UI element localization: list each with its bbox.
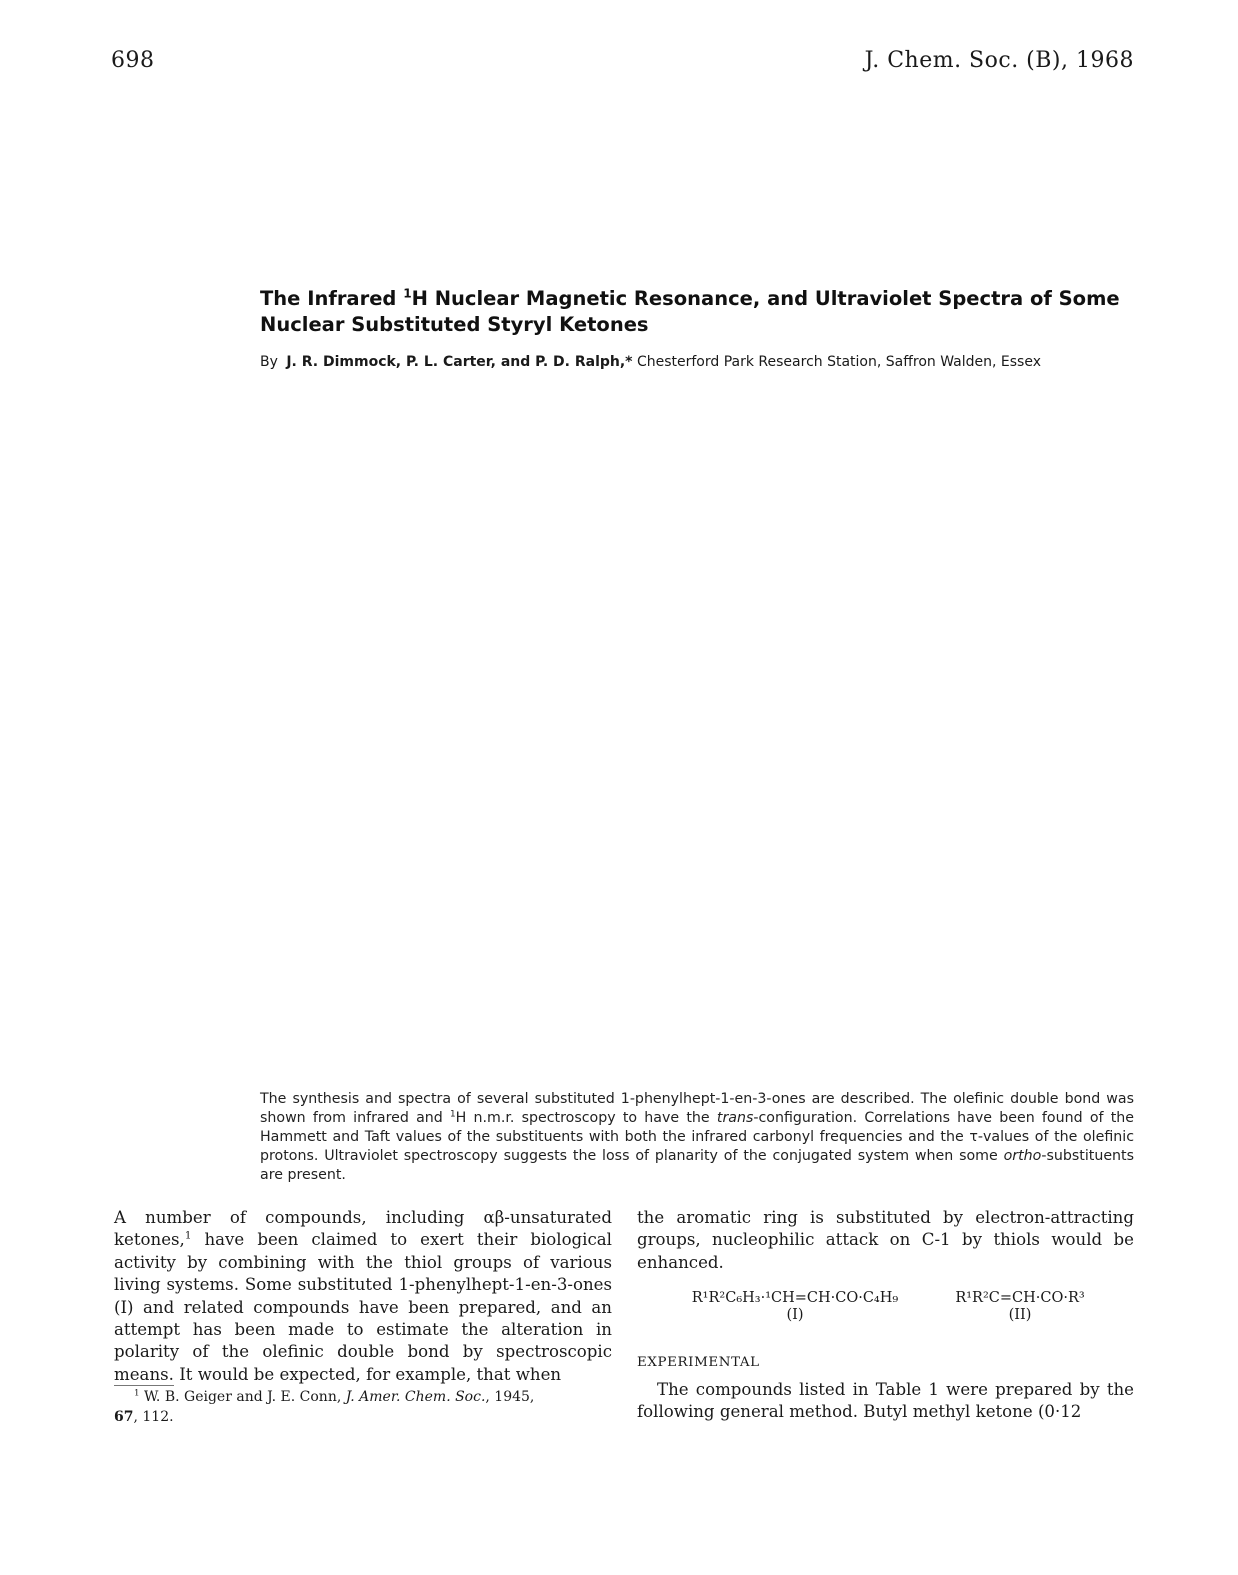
experimental-paragraph: The compounds listed in Table 1 were prepared by the following general method. Butyl methyl ketone (0·12	[637, 1380, 1134, 1422]
body-right-column	[637, 1207, 1134, 1274]
byline	[260, 352, 1135, 372]
formula-i-label: (I)	[786, 1307, 804, 1323]
footnote	[114, 1387, 612, 1427]
body-right-text-1: the aromatic ring is substituted by electron-attracting groups, nucleophilic attack on C-1 by thiols would be enhanced.	[637, 1208, 1134, 1272]
abstract-italic-trans: trans	[716, 1110, 754, 1126]
body-left-text-1: A number of compounds, including αβ-unsaturated ketones,	[114, 1208, 612, 1250]
footnote-journal: J. Amer. Chem. Soc.	[345, 1389, 486, 1405]
formula-i	[650, 1290, 940, 1323]
title-part-1: The Infrared	[260, 287, 404, 310]
formula-ii	[930, 1290, 1110, 1323]
body-left-footnote-ref: 1	[184, 1229, 192, 1242]
article-title	[260, 286, 1135, 338]
footnote-number: 1	[134, 1388, 140, 1399]
footnote-year: , 1945,	[485, 1389, 535, 1405]
formula-ii-label: (II)	[1008, 1307, 1032, 1323]
page-number: 698	[111, 48, 155, 73]
abstract-italic-ortho: ortho	[1003, 1148, 1042, 1164]
byline-by: By	[260, 354, 278, 370]
section-heading-experimental: EXPERIMENTAL	[637, 1355, 760, 1370]
abstract-sup: 1	[450, 1109, 456, 1120]
body-left-text-2: have been claimed to exert their biological activity by combining with the thiol groups of various living systems. Some substituted 1-phenylhept-1-en-3-ones (I) and related compounds have been prepared, and an attempt has been made to estimate the alteration in polarity of the olefinic double bond by spectroscopic means. It would be expected, for example, that when	[114, 1230, 612, 1384]
abstract-text-2: H n.m.r. spectroscopy to have the	[455, 1110, 717, 1126]
title-part-2: H Nuclear Magnetic Resonance, and Ultraviolet Spectra of Some Nuclear Substituted Styryl Ketones	[260, 287, 1120, 336]
footnote-volume: 67	[114, 1409, 134, 1425]
experimental-text	[637, 1379, 1134, 1424]
formula-ii-text: R¹R²C=CH·CO·R³	[955, 1290, 1085, 1306]
body-left-column	[114, 1207, 612, 1386]
journal-reference: J. Chem. Soc. (B), 1968	[864, 48, 1134, 73]
abstract-text-3: -configuration. Correlations have been found of the Hammett and Taft values of the substituents with both the infrared carbonyl frequencies and the τ-values of the olefinic protons. Ultraviolet spectroscopy suggests the loss of planarity of the conjugated system when some	[260, 1110, 1135, 1164]
footnote-pages: , 112.	[133, 1409, 174, 1425]
abstract-text-1: The synthesis and spectra of several substituted 1-phenylhept-1-en-3-ones are described. The olefinic double bond was shown from infrared and	[260, 1091, 1134, 1126]
title-superscript: 1	[403, 286, 412, 301]
byline-affiliation: Chesterford Park Research Station, Saffron Walden, Essex	[636, 354, 1041, 370]
abstract	[260, 1090, 1134, 1185]
abstract-text-4: -substituents are present.	[260, 1148, 1134, 1183]
footnote-divider	[114, 1385, 174, 1386]
footnote-authors: W. B. Geiger and J. E. Conn,	[139, 1389, 346, 1405]
formula-i-text: R¹R²C₆H₃·¹CH=CH·CO·C₄H₉	[691, 1290, 899, 1306]
byline-authors: J. R. Dimmock, P. L. Carter, and P. D. Ralph,*	[286, 354, 633, 370]
